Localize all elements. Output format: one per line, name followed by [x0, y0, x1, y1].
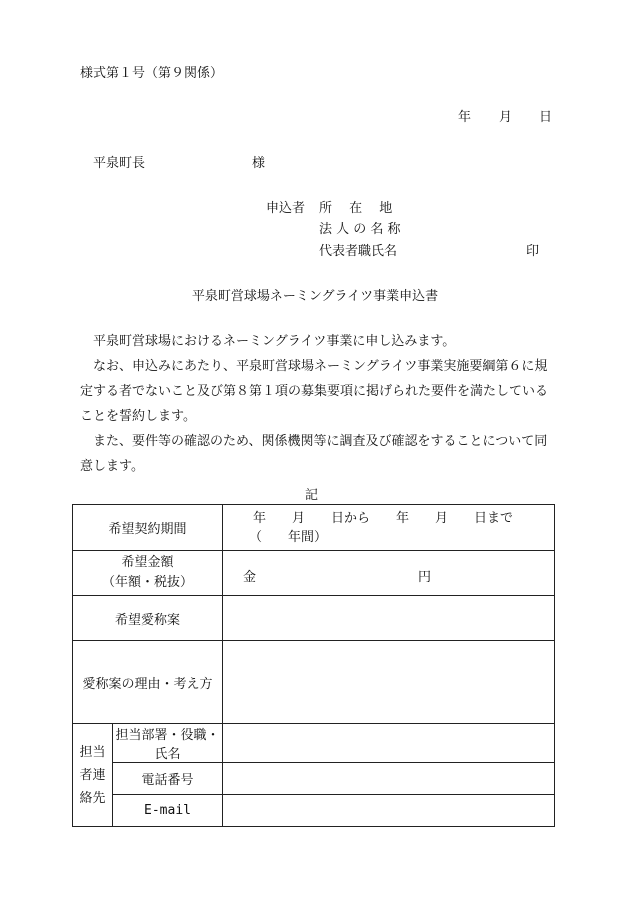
- document-title: 平泉町営球場ネーミングライツ事業申込書: [191, 289, 439, 304]
- amount-label: [73, 551, 223, 596]
- email-field[interactable]: [223, 795, 555, 827]
- applicant-label: 申込者: [266, 201, 306, 216]
- table-row: [73, 551, 555, 596]
- paragraph-2: なお、申込みにあたり、平泉町営球場ネーミングライツ事業実施要綱第６に規定する者でないこと及び第８第１項の募集要項に掲げられた要件を満たしていることを誓約します。: [80, 359, 549, 424]
- address-label: 所 在 地: [319, 201, 393, 216]
- contact-group-label: [73, 724, 113, 827]
- period-field[interactable]: [223, 505, 555, 551]
- amount-prefix: 金: [243, 570, 257, 585]
- contact-group-line-3: 絡先: [79, 790, 106, 806]
- table-row: [73, 795, 555, 827]
- form-number: 様式第１号（第９関係）: [80, 66, 224, 81]
- amount-field[interactable]: [223, 551, 555, 596]
- contact-person-field[interactable]: [223, 724, 555, 763]
- corporate-name-label: 法 人 の 名 称: [319, 222, 401, 237]
- paragraph-3: また、要件等の確認のため、関係機関等に調査及び確認をすることについて同意します。: [80, 434, 548, 474]
- addressee: 平泉町長: [93, 156, 146, 171]
- reason-field[interactable]: [223, 641, 555, 724]
- amount-unit: 円: [418, 570, 432, 585]
- table-row: [73, 505, 555, 551]
- body-text: [80, 329, 555, 479]
- paragraph-1: 平泉町営球場におけるネーミングライツ事業に申し込みます。: [93, 334, 456, 349]
- amount-label-line-2: （年額・税抜）: [102, 575, 194, 590]
- date-day: 日: [539, 110, 553, 125]
- date-month: 月: [499, 110, 513, 125]
- table-row: [73, 763, 555, 795]
- table-row: [73, 641, 555, 724]
- email-label: E-mail: [113, 795, 223, 827]
- table-row: [73, 724, 555, 763]
- application-table: [72, 504, 555, 827]
- date-year: 年: [458, 110, 472, 125]
- period-label: 希望契約期間: [73, 505, 223, 551]
- contact-group-line-1: 担当: [79, 744, 106, 760]
- period-line-2: （ 年間）: [249, 529, 328, 545]
- period-line-1: 年 月 日から 年 月 日まで: [253, 510, 514, 526]
- phone-label: 電話番号: [113, 763, 223, 795]
- reason-label: 愛称案の理由・考え方: [73, 641, 223, 724]
- representative-label: 代表者職氏名: [319, 244, 398, 259]
- phone-field[interactable]: [223, 763, 555, 795]
- amount-label-line-1: 希望金額: [121, 555, 174, 570]
- table-row: [73, 596, 555, 641]
- contact-group-line-2: 者連: [79, 767, 106, 783]
- ki-heading: 記: [305, 488, 319, 503]
- nickname-label: 希望愛称案: [73, 596, 223, 641]
- contact-person-label: 担当部署・役職・氏名: [113, 724, 223, 763]
- honorific: 様: [252, 156, 266, 171]
- nickname-field[interactable]: [223, 596, 555, 641]
- seal-mark: 印: [526, 244, 540, 259]
